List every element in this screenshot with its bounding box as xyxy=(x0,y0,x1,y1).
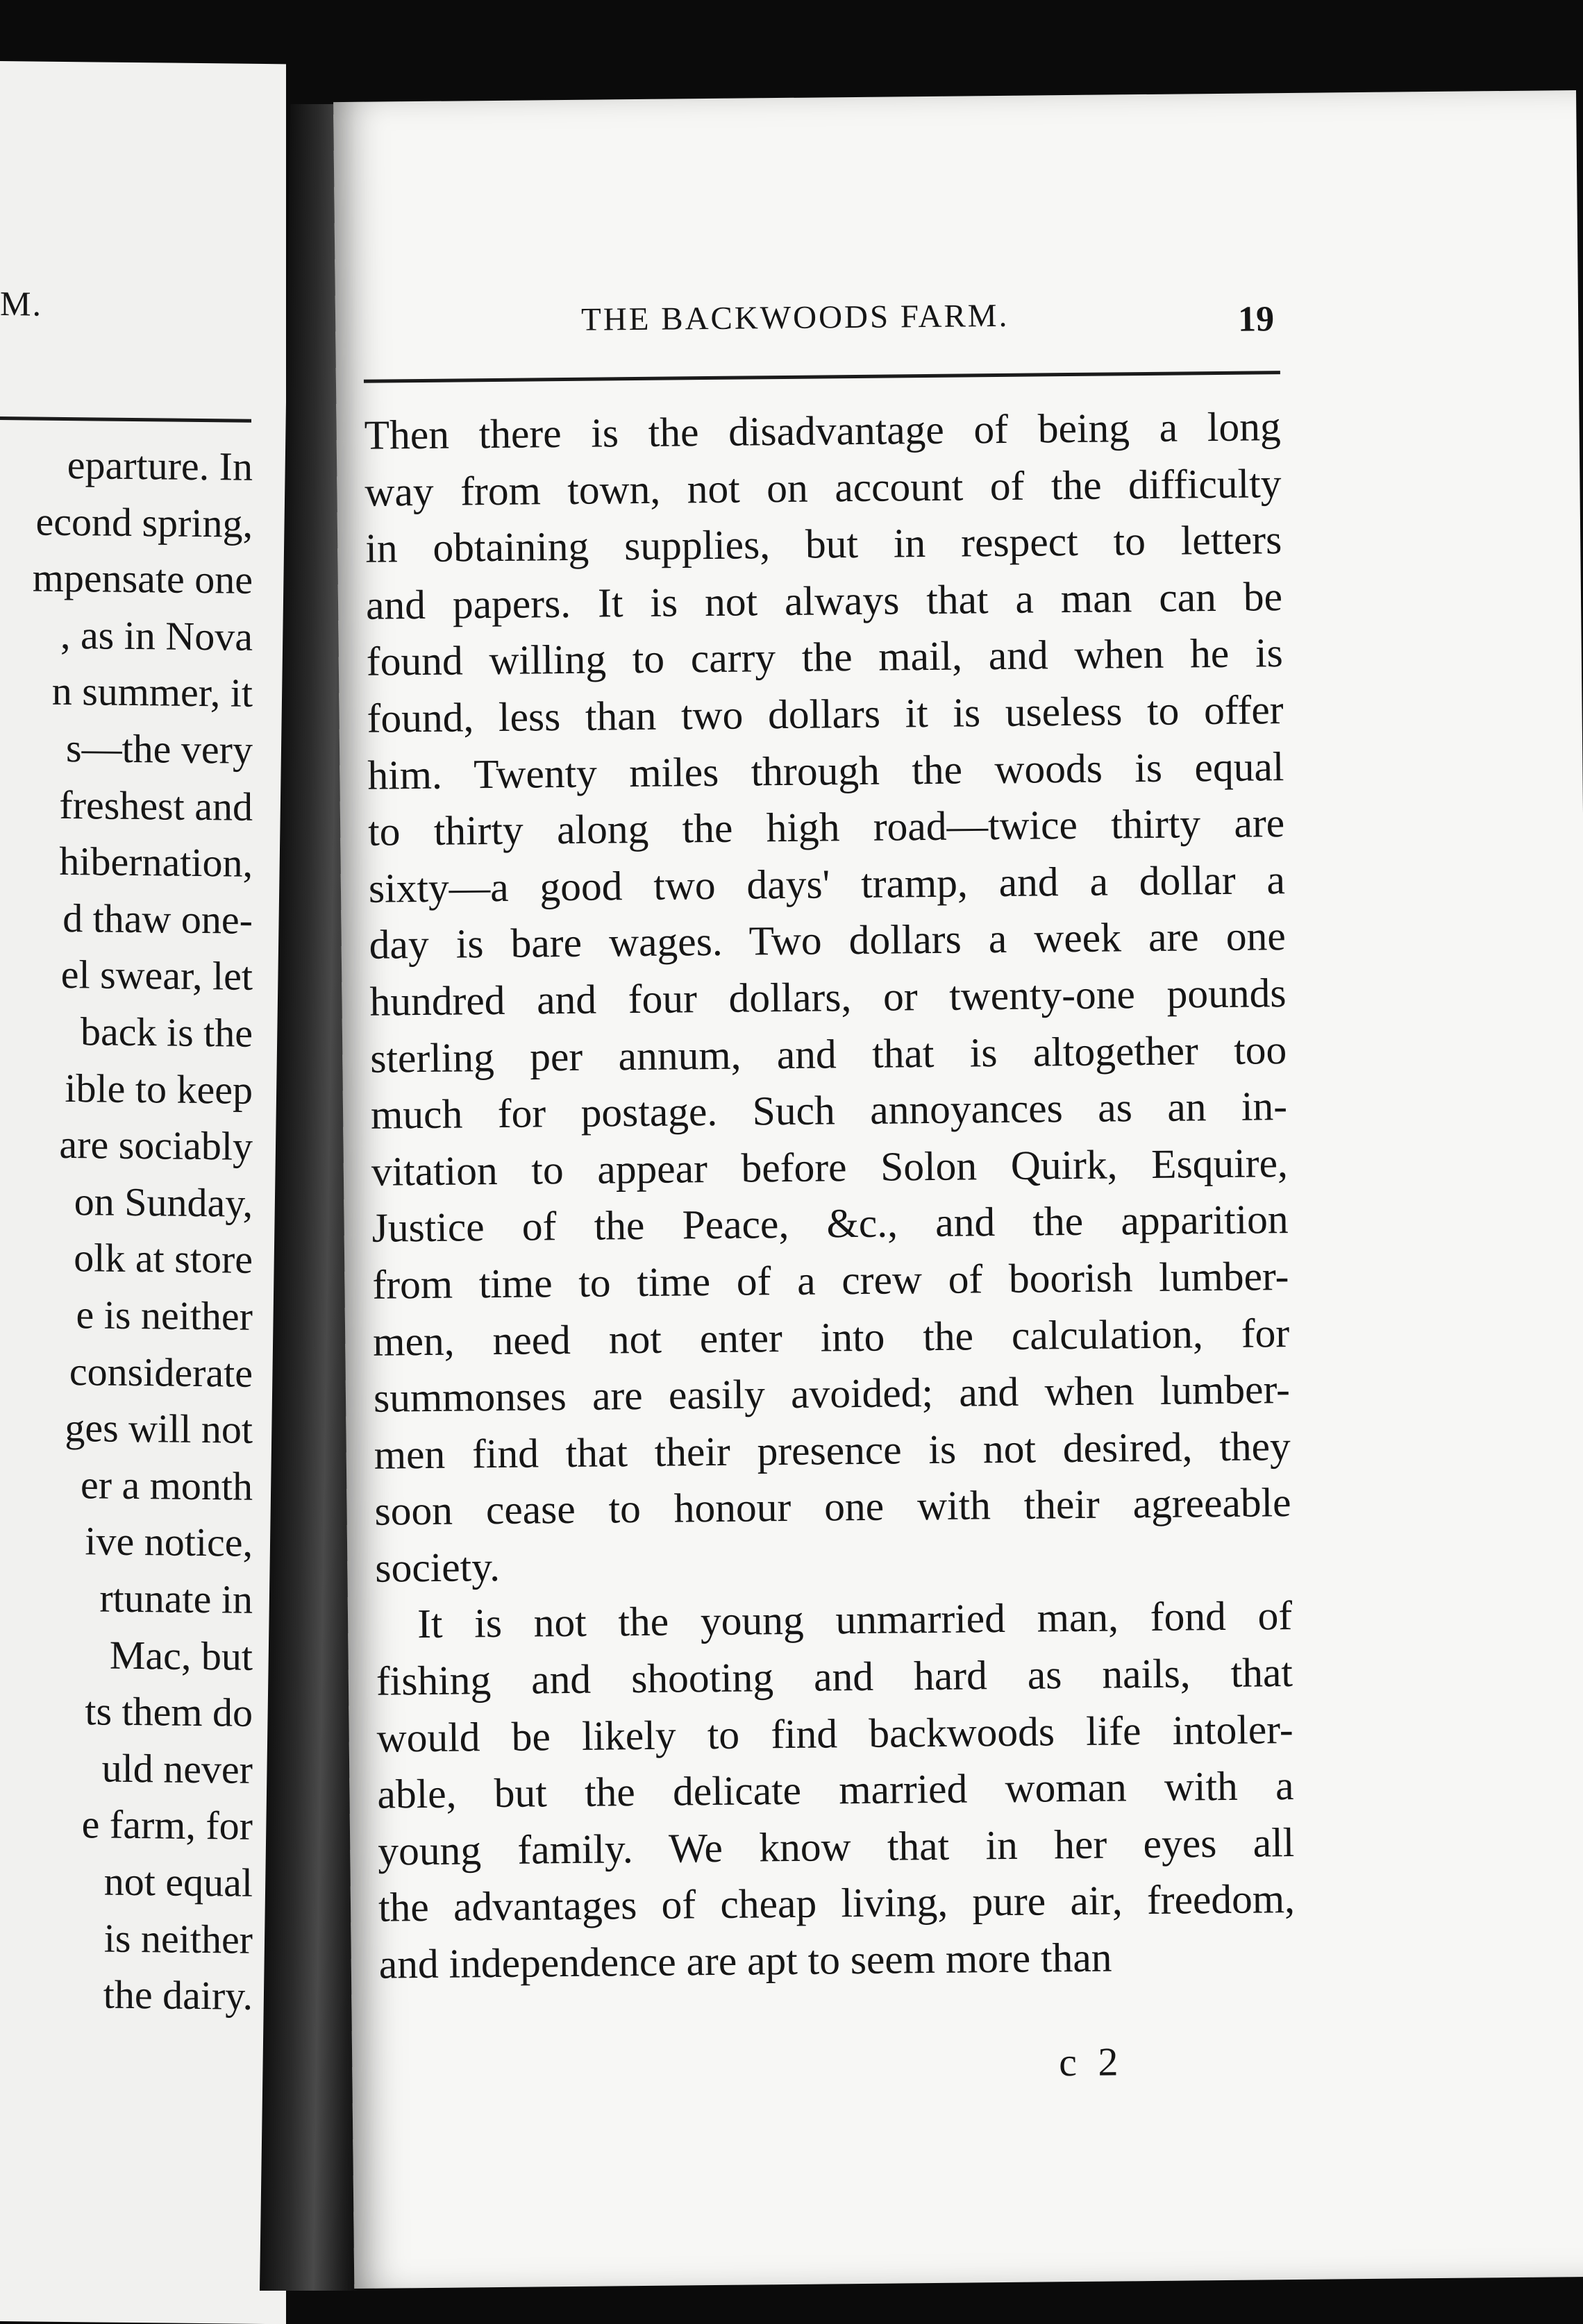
left-page-text xyxy=(0,61,286,2324)
left-text-line: econd spring, xyxy=(35,498,253,546)
left-text-line: ible to keep xyxy=(65,1065,253,1113)
text-line: fishing and shooting and hard as nails, that xyxy=(376,1649,1293,1704)
left-text-line: olk at store xyxy=(74,1235,253,1283)
left-text-line: not equal xyxy=(103,1858,253,1905)
text-line: society. xyxy=(375,1543,501,1591)
left-text-line: s—the very xyxy=(66,725,253,773)
text-line: in obtaining supplies, but in respect to letters xyxy=(365,516,1282,571)
left-text-line: e is neither xyxy=(76,1292,253,1339)
left-text-line: are sociably xyxy=(59,1122,253,1169)
text-line: young family. We know that in her eyes all xyxy=(377,1819,1295,1874)
facing-page-left xyxy=(0,61,286,2324)
text-line: from time to time of a crew of boorish lumber- xyxy=(372,1252,1289,1308)
text-line: sterling per annum, and that is altogether too xyxy=(369,1026,1287,1081)
text-line: much for postage. Such annoyances as an in- xyxy=(370,1083,1288,1138)
running-header: THE BACKWOODS FARM. xyxy=(580,297,1010,338)
left-running-header: M. xyxy=(0,284,42,323)
left-text-line: ive notice, xyxy=(85,1518,253,1566)
text-line: found willing to carry the mail, and when he is xyxy=(366,630,1284,685)
text-line: able, but the delicate married woman with a xyxy=(377,1762,1294,1817)
left-text-line: er a month xyxy=(80,1462,253,1509)
left-text-line: Mac, but xyxy=(109,1632,253,1679)
book-page-right xyxy=(333,90,1583,2289)
text-line: found, less than two dollars it is useless to offer xyxy=(367,687,1284,741)
text-line: men, need not enter into the calculation, for xyxy=(372,1309,1290,1365)
text-line: Justice of the Peace, &c., and the apparition xyxy=(371,1196,1289,1252)
text-line: would be likely to find backwoods life intoler- xyxy=(376,1706,1293,1761)
body-text xyxy=(364,398,1296,1993)
left-text-line: considerate xyxy=(69,1348,253,1396)
left-text-line: ts them do xyxy=(85,1688,253,1735)
left-text-line: d thaw one- xyxy=(62,895,253,943)
left-text-line: rtunate in xyxy=(99,1575,253,1622)
text-line: day is bare wages. Two dollars a week are one xyxy=(369,913,1286,968)
left-text-line: freshest and xyxy=(59,782,253,830)
left-text-line: ges will not xyxy=(65,1405,253,1452)
page-number: 19 xyxy=(1237,299,1275,339)
left-text-line: the dairy. xyxy=(103,1971,253,2019)
text-line: vitation to appear before Solon Quirk, Esquire, xyxy=(371,1139,1289,1195)
left-text-line: n summer, it xyxy=(51,668,253,716)
text-line: and papers. It is not always that a man can be xyxy=(365,573,1283,628)
left-text-line: e farm, for xyxy=(81,1801,253,1849)
left-text-line: back is the xyxy=(80,1009,253,1056)
left-text-line: el swear, let xyxy=(60,952,253,1000)
left-text-line: on Sunday, xyxy=(74,1178,253,1226)
text-line: summonses are easily avoided; and when lumber- xyxy=(373,1366,1291,1421)
left-text-line: is neither xyxy=(103,1915,253,1962)
left-text-line: mpensate one xyxy=(32,555,253,603)
text-line: and independence are apt to seem more than xyxy=(378,1934,1112,1987)
text-line: way from town, not on account of the difficulty xyxy=(365,460,1282,515)
left-text-line: uld never xyxy=(101,1745,253,1792)
header-rule xyxy=(364,371,1280,383)
left-text-line: hibernation, xyxy=(59,839,253,886)
text-line: It is not the young unmarried man, fond of xyxy=(417,1592,1293,1647)
text-line: men find that their presence is not desired, they xyxy=(374,1422,1291,1478)
text-line: to thirty along the high road—twice thirty are xyxy=(367,800,1285,854)
text-line: hundred and four dollars, or twenty-one pounds xyxy=(369,970,1287,1025)
signature-mark: c 2 xyxy=(1058,2039,1124,2085)
left-text-line: , as in Nova xyxy=(60,612,253,659)
text-line: him. Twenty miles through the woods is equal xyxy=(367,743,1284,798)
text-line: the advantages of cheap living, pure air, freedom, xyxy=(378,1876,1296,1931)
text-line: sixty—a good two days' tramp, and a dollar a xyxy=(368,856,1286,911)
left-text-line: eparture. In xyxy=(67,442,253,489)
text-line: Then there is the disadvantage of being a long xyxy=(364,403,1281,458)
text-line: soon cease to honour one with their agreeable xyxy=(374,1479,1291,1534)
